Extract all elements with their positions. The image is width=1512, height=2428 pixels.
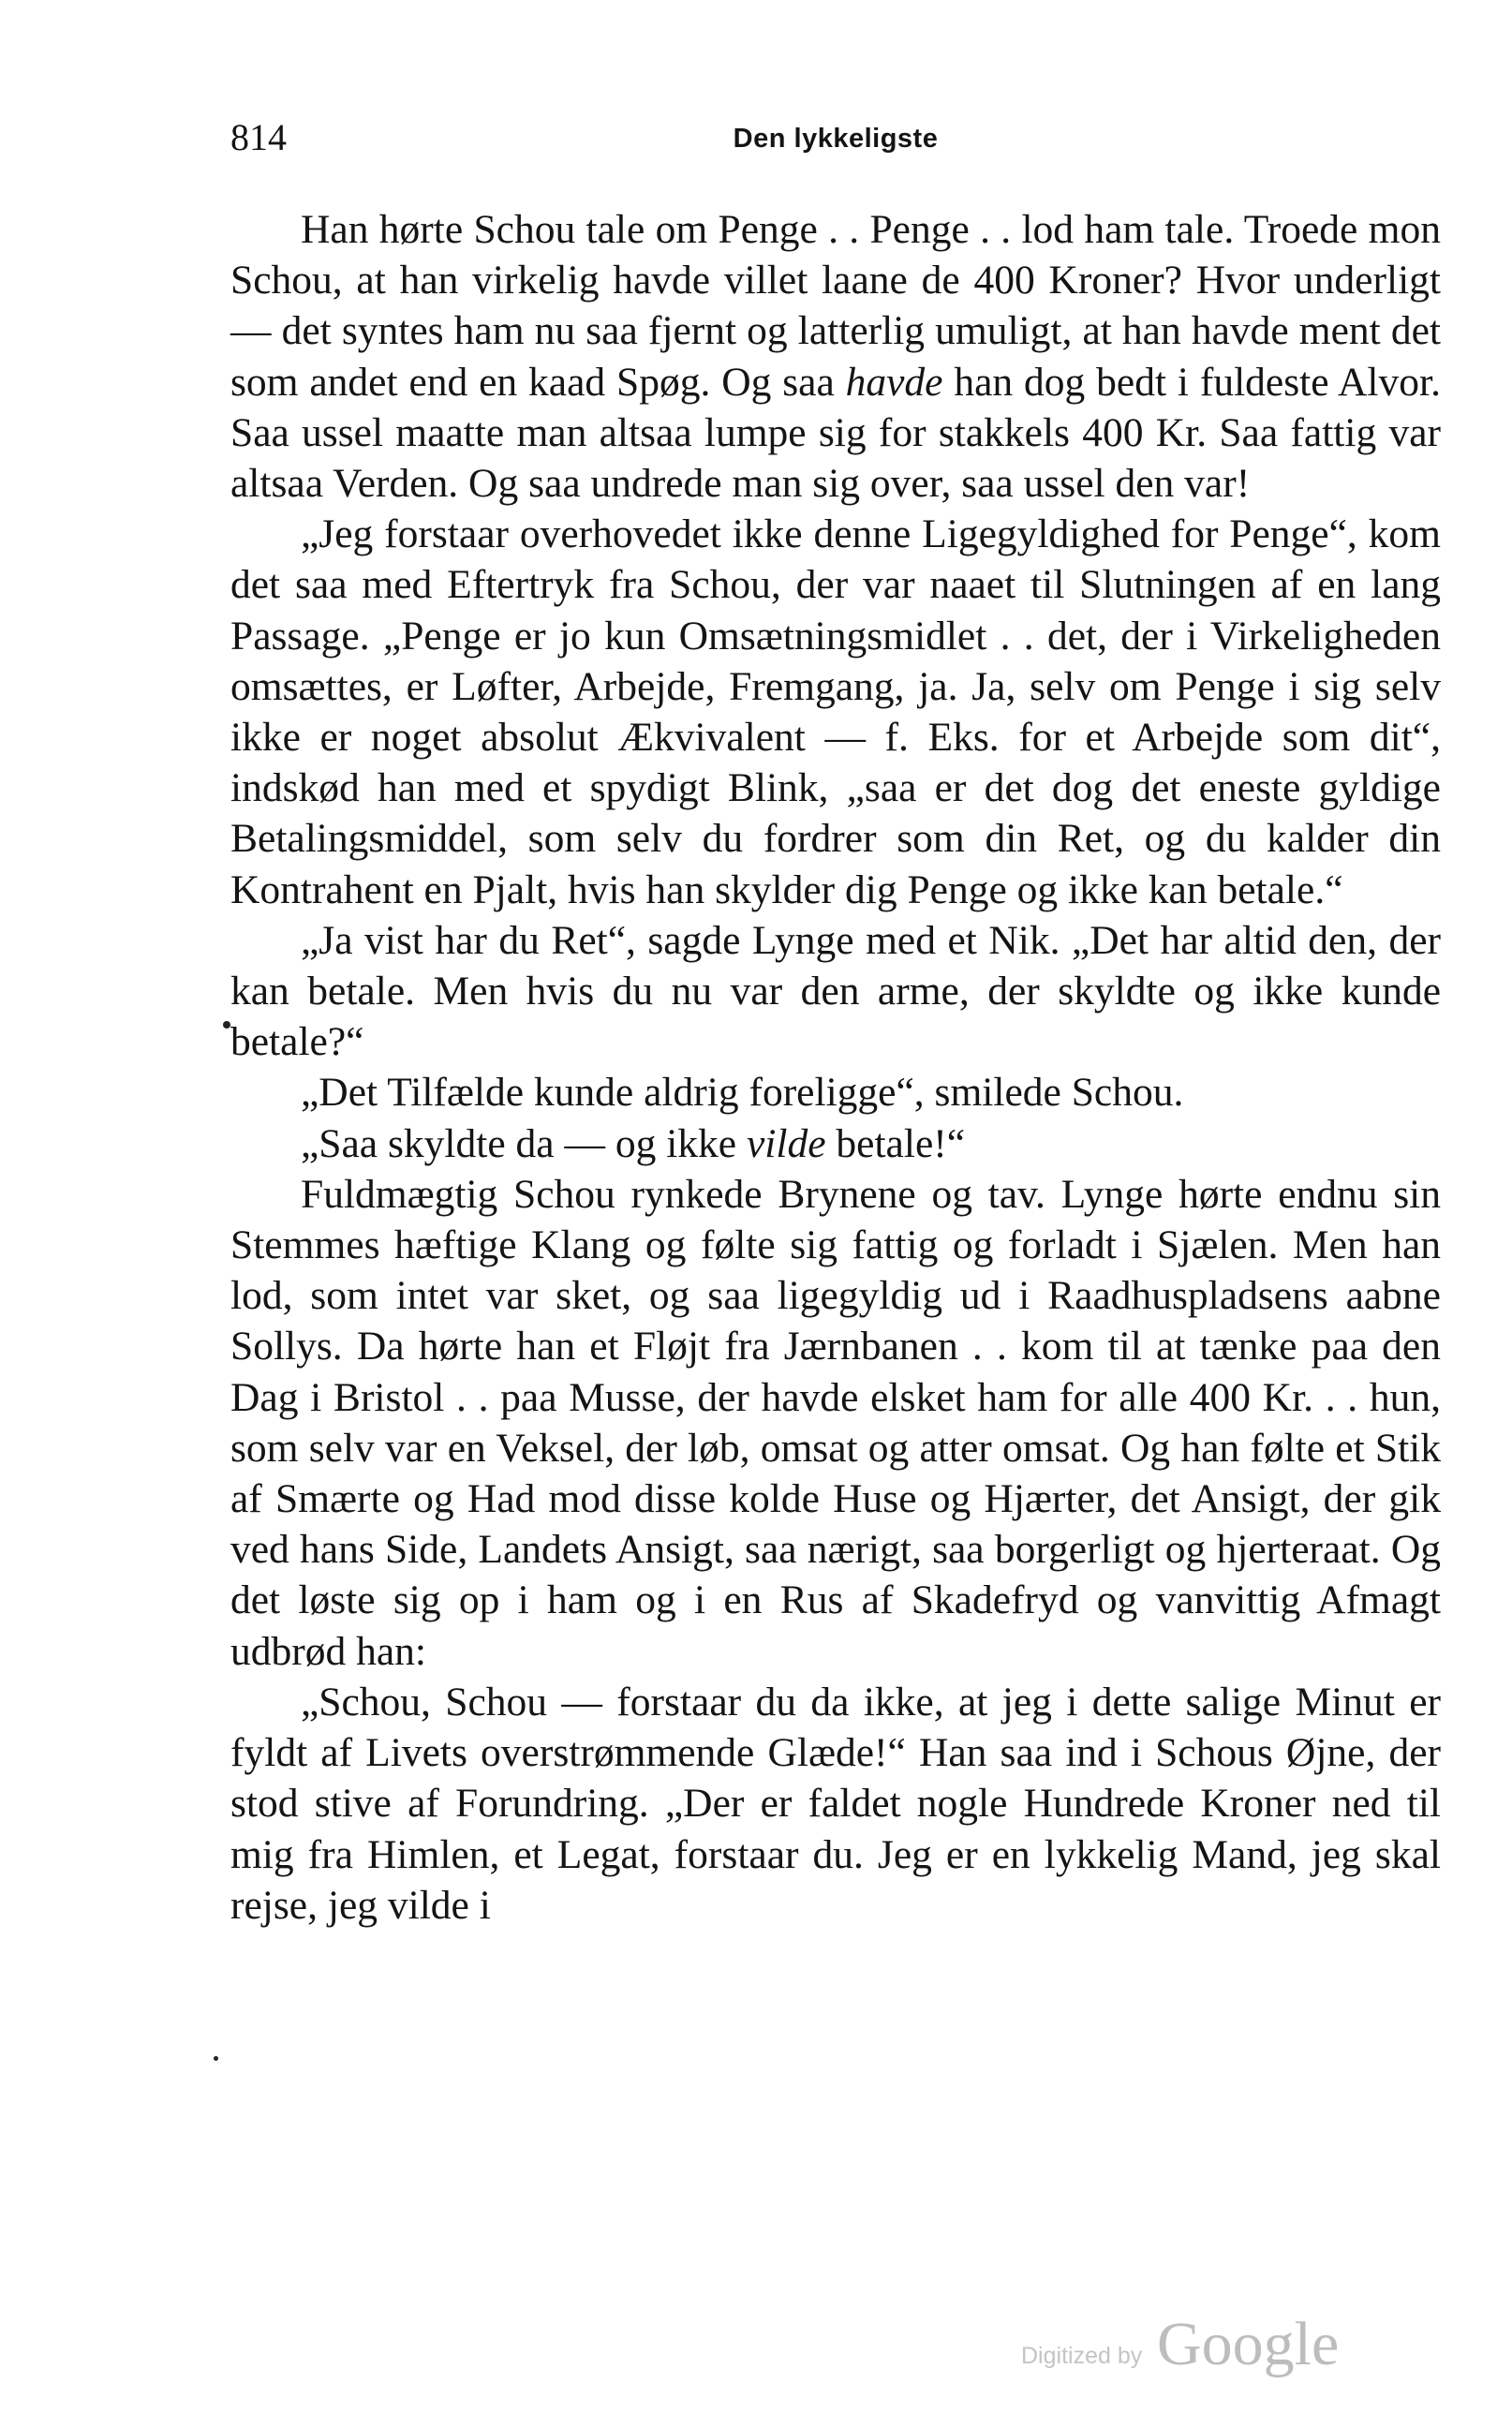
stray-mark [214,2056,218,2061]
paragraph [230,1169,1441,1677]
text-run: han dog bedt i fuldeste Alvor. Saa ussel maatte man altsaa lumpe sig for stakkels 400 Kr. Saa fattig var altsaa Verden. Og saa undrede man sig over, saa ussel den var! [230,359,1441,507]
digitized-watermark [1021,2312,1349,2377]
paragraph [230,1067,1441,1118]
body-text [230,204,1441,1931]
google-logo-text: Google [1157,2310,1340,2378]
text-run: „Saa skyldte da — og ikke [301,1120,747,1166]
text-run: Han hørte Schou tale om Penge . . Penge . . lod ham tale. Troede mon Schou, at han virkelig havde villet laane de 400 Kroner? Hvor underligt — det syntes ham nu saa fjernt og latterlig umuligt, at han havde ment det som andet end en kaad Spøg. Og saa [230,207,1441,405]
text-run: „Ja vist har du Ret“, sagde Lynge med et Nik. „Det har altid den, der kan betale. Men hvis du nu var den arme, der skyldte og ikke kunde betale?“ [230,917,1441,1065]
running-title: Den lykkeligste [733,124,939,154]
paragraph [230,1677,1441,1931]
emphasized-text: vilde [746,1120,826,1166]
paragraph [230,915,1441,1068]
stray-mark [223,1021,230,1029]
text-run: Fuldmægtig Schou rynkede Brynene og tav. Lynge hørte endnu sin Stemmes hæftige Klang og følte sig fattig og forladt i Sjælen. Men han lod, som intet var sket, og saa ligegyldig ud i Raadhuspladsens aabne Sollys. Da hørte han et Fløjt fra Jærnbanen . . kom til at tænke paa den Dag i Bristol . . paa Musse, der havde elsket ham for alle 400 Kr. . . hun, som selv var en Veksel, der løb, omsat og atter omsat. Og han følte et Stik af Smærte og Had mod disse kolde Huse og Hjærter, det Ansigt, der gik ved hans Side, Landets Ansigt, saa nærigt, saa borgerligt og hjerteraat. Og det løste sig op i ham og i en Rus af Skadefryd og vanvittig Afmagt udbrød han: [230,1171,1441,1674]
text-run: betale!“ [825,1120,966,1166]
emphasized-text: havde [845,359,943,405]
text-run: „Jeg forstaar overhovedet ikke denne Ligegyldighed for Penge“, kom det saa med Eftertryk fra Schou, der var naaet til Slutningen af en lang Passage. „Penge er jo kun Omsætningsmidlet . . det, der i Virkeligheden omsættes, er Løfter, Arbejde, Fremgang, ja. Ja, selv om Penge i sig selv ikke er noget absolut Ækvivalent — f. Eks. for et Arbejde som dit“, indskød han med et spydigt Blink, „saa er det dog det eneste gyldige Betalingsmiddel, som selv du fordrer som din Ret, og du kalder din Kontrahent en Pjalt, hvis han skylder dig Penge og ikke kan betale.“ [230,511,1441,912]
digitized-label: Digitized by [1021,2343,1143,2369]
page-header [230,114,1441,161]
text-run: „Schou, Schou — forstaar du da ikke, at jeg i dette salige Minut er fyldt af Livets overstrømmende Glæde!“ Han saa ind i Schous Øjne, der stod stive af Forundring. „Der er faldet nogle Hundrede Kroner ned til mig fra Himlen, et Legat, forstaar du. Jeg er en lykkelig Mand, jeg skal rejse, jeg vilde i [230,1679,1441,1928]
paragraph [230,1118,1441,1169]
text-run: „Det Tilfælde kunde aldrig foreligge“, smilede Schou. [301,1070,1184,1116]
paragraph [230,509,1441,915]
paragraph [230,204,1441,509]
page-number: 814 [230,116,287,158]
